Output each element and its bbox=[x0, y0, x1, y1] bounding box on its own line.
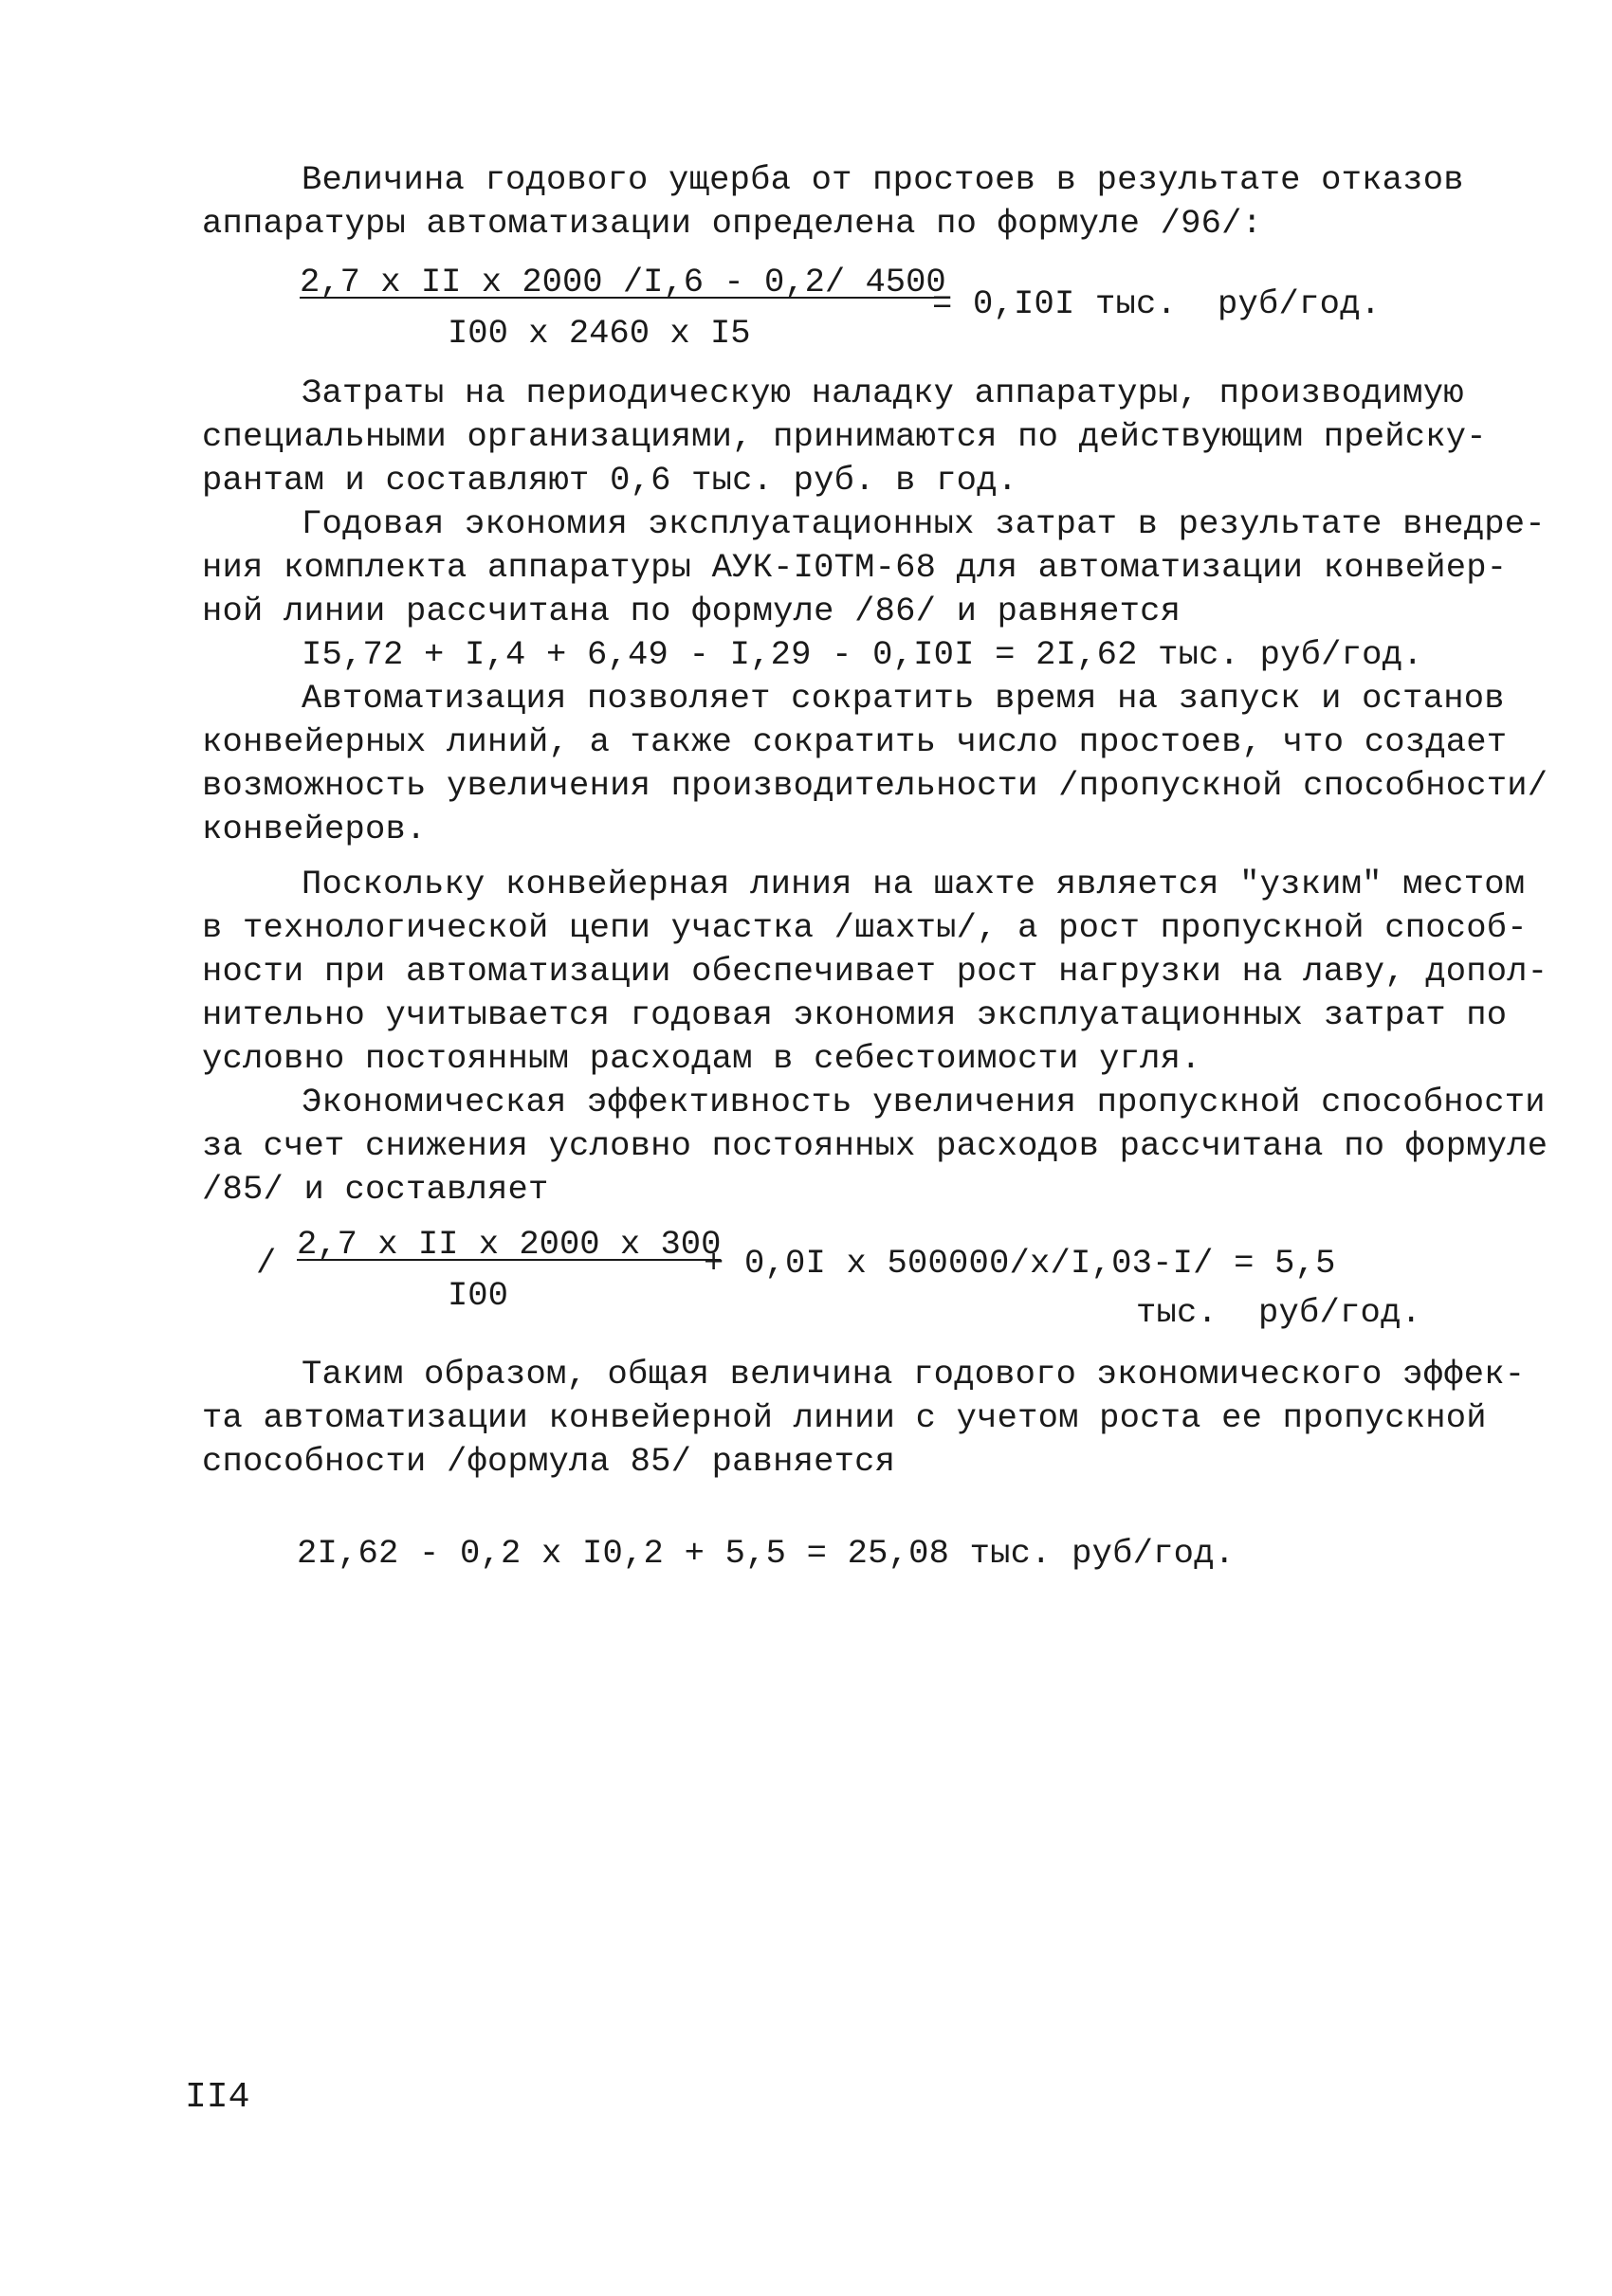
formula-2-units: тыс. руб/год. bbox=[1136, 1293, 1422, 1332]
text-line: Экономическая эффективность увеличения пропускной способности bbox=[302, 1083, 1546, 1121]
text-line: аппаратуры автоматизации определена по формуле /96/: bbox=[202, 204, 1263, 243]
formula-1-numerator: 2,7 x II x 2000 /I,6 - 0,2/ 4500 bbox=[300, 263, 946, 301]
text-line: Автоматизация позволяет сократить время на запуск и останов bbox=[302, 679, 1505, 718]
text-line: возможность увеличения производительности /пропускной способности/ bbox=[202, 766, 1548, 805]
formula-2-tail: + 0,0I x 500000/x/I,03-I/ = 5,5 bbox=[704, 1244, 1336, 1283]
formula-1-result: = 0,I0I тыс. руб/год. bbox=[932, 284, 1382, 323]
page-number: II4 bbox=[185, 2077, 250, 2118]
text-line: та автоматизации конвейерной линии с учетом роста ее пропускной bbox=[202, 1398, 1487, 1437]
text-line: конвейерных линий, а также сократить число простоев, что создает bbox=[202, 722, 1508, 761]
text-line: за счет снижения условно постоянных расходов рассчитана по формуле bbox=[202, 1126, 1548, 1165]
formula-2-denominator: I00 bbox=[448, 1276, 508, 1315]
text-line: /85/ и составляет bbox=[202, 1170, 549, 1209]
formula-2-numerator: 2,7 x II x 2000 x 300 bbox=[297, 1225, 722, 1264]
text-line: в технологической цепи участка /шахты/, а рост пропускной способ- bbox=[202, 908, 1528, 947]
text-line: нительно учитывается годовая экономия эксплуатационных затрат по bbox=[202, 995, 1508, 1034]
formula-1-denominator: I00 x 2460 x I5 bbox=[448, 314, 751, 353]
text-line: рантам и составляют 0,6 тыс. руб. в год. bbox=[202, 461, 1018, 500]
text-line: ной линии рассчитана по формуле /86/ и равняется bbox=[202, 592, 1182, 630]
text-line: Затраты на периодическую наладку аппаратуры, производимую bbox=[302, 374, 1464, 412]
text-line: ности при автоматизации обеспечивает рост нагрузки на лаву, допол- bbox=[202, 952, 1548, 991]
text-line: Поскольку конвейерная линия на шахте является "узким" местом bbox=[302, 865, 1526, 903]
text-line: конвейеров. bbox=[202, 810, 427, 848]
equation-2: 2I,62 - 0,2 x I0,2 + 5,5 = 25,08 тыс. руб/год. bbox=[297, 1534, 1236, 1573]
text-line: Годовая экономия эксплуатационных затрат в результате внедре- bbox=[302, 504, 1546, 543]
text-line: Величина годового ущерба от простоев в результате отказов bbox=[302, 160, 1464, 199]
formula-2-open-slash: / bbox=[256, 1244, 277, 1283]
text-line: способности /формула 85/ равняется bbox=[202, 1442, 896, 1481]
text-line: ния комплекта аппаратуры АУК-I0ТМ-68 для автоматизации конвейер- bbox=[202, 548, 1508, 587]
text-line: Таким образом, общая величина годового экономического эффек- bbox=[302, 1355, 1526, 1394]
text-line: условно постоянным расходам в себестоимости угля. bbox=[202, 1039, 1201, 1078]
text-line: специальными организациями, принимаются по действующим прейску- bbox=[202, 417, 1487, 456]
equation-1: I5,72 + I,4 + 6,49 - I,29 - 0,I0I = 2I,62 тыс. руб/год. bbox=[302, 635, 1423, 674]
